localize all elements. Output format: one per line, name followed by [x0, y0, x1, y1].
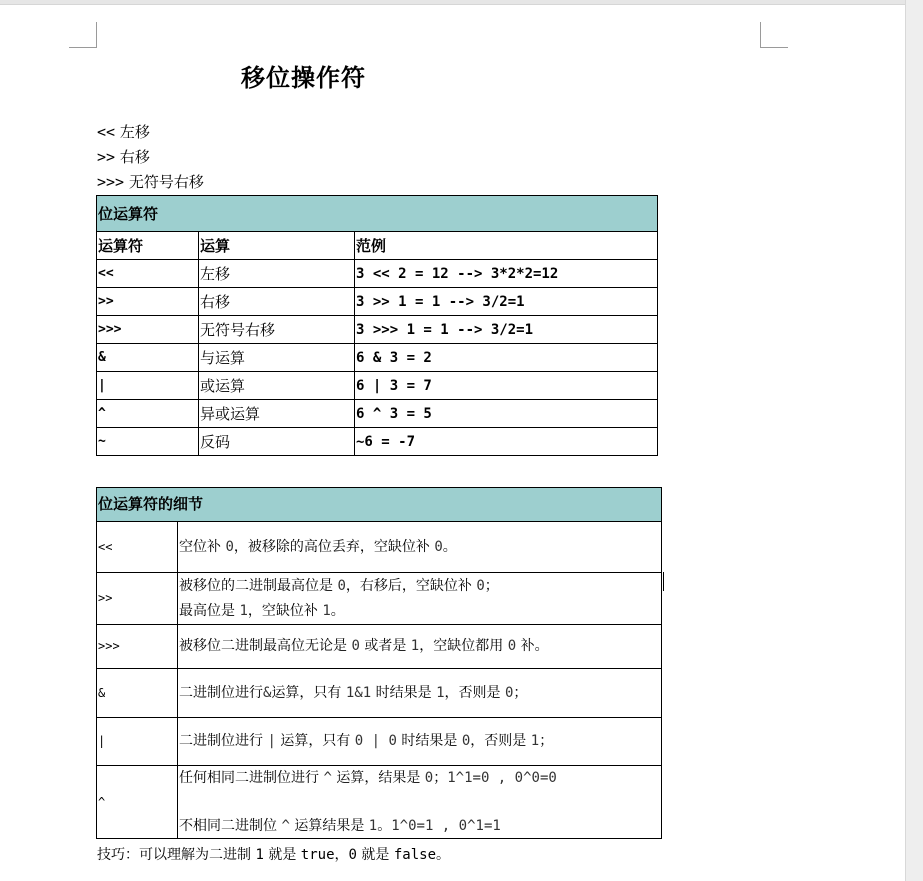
description-cell: 被移位的二进制最高位是 0，右移后，空缺位补 0； 最高位是 1，空缺位补 1。 — [178, 573, 662, 625]
table-row — [97, 718, 662, 766]
symbol-cell: >> — [97, 573, 178, 625]
table-row — [97, 766, 662, 839]
table-row — [97, 372, 658, 400]
symbol-cell: << — [97, 522, 178, 573]
bitwise-details-table — [96, 487, 662, 839]
column-header: 运算 — [199, 232, 355, 260]
example-cell: 3 << 2 = 12 --> 3*2*2=12 — [355, 260, 658, 288]
tip-line: 技巧：可以理解为二进制 1 就是 true，0 就是 false。 — [97, 847, 451, 863]
table-row — [97, 573, 662, 625]
example-cell: 3 >> 1 = 1 --> 3/2=1 — [355, 288, 658, 316]
intro-line-left-shift: << 左移 — [97, 123, 150, 141]
table-row — [97, 400, 658, 428]
operator-cell: | — [97, 372, 199, 400]
table-row — [97, 428, 658, 456]
symbol-cell: >>> — [97, 625, 178, 669]
table-row — [97, 522, 662, 573]
operation-cell: 左移 — [199, 260, 355, 288]
operator-cell: & — [97, 344, 199, 372]
operation-cell: 右移 — [199, 288, 355, 316]
description-cell: 二进制位进行&运算，只有 1&1 时结果是 1，否则是 0； — [178, 669, 662, 718]
page-title: 移位操作符 — [241, 64, 366, 92]
example-cell: 6 & 3 = 2 — [355, 344, 658, 372]
intro-line-unsigned-shift: >>> 无符号右移 — [97, 173, 204, 191]
table-row — [97, 625, 662, 669]
table-row — [97, 669, 662, 718]
intro-line-right-shift: >> 右移 — [97, 148, 150, 166]
table-row — [97, 316, 658, 344]
bitwise-operators-table — [96, 195, 658, 456]
description-cell: 任何相同二进制位进行 ^ 运算，结果是 0；1^1=0 , 0^0=0 不相同二进制位 ^ 运算结果是 1。1^0=1 , 0^1=1 — [178, 766, 662, 839]
symbol-cell: & — [97, 669, 178, 718]
table-row — [97, 288, 658, 316]
table-header: 位运算符 — [97, 196, 658, 232]
operator-cell: ~ — [97, 428, 199, 456]
page-corner-mark-left — [69, 22, 97, 48]
top-border — [0, 0, 905, 5]
operator-cell: >>> — [97, 316, 199, 344]
operation-cell: 与运算 — [199, 344, 355, 372]
column-header: 范例 — [355, 232, 658, 260]
operation-cell: 异或运算 — [199, 400, 355, 428]
symbol-cell: | — [97, 718, 178, 766]
operation-cell: 或运算 — [199, 372, 355, 400]
example-cell: 3 >>> 1 = 1 --> 3/2=1 — [355, 316, 658, 344]
operator-cell: ^ — [97, 400, 199, 428]
example-cell: 6 | 3 = 7 — [355, 372, 658, 400]
example-cell: ~6 = -7 — [355, 428, 658, 456]
description-cell: 被移位二进制最高位无论是 0 或者是 1，空缺位都用 0 补。 — [178, 625, 662, 669]
symbol-cell: ^ — [97, 766, 178, 839]
operator-cell: << — [97, 260, 199, 288]
text-cursor — [663, 572, 664, 591]
vertical-scrollbar[interactable] — [905, 0, 923, 881]
example-cell: 6 ^ 3 = 5 — [355, 400, 658, 428]
description-cell: 空位补 0，被移除的高位丢弃，空缺位补 0。 — [178, 522, 662, 573]
table-row — [97, 344, 658, 372]
description-cell: 二进制位进行 | 运算，只有 0 | 0 时结果是 0，否则是 1； — [178, 718, 662, 766]
table-header: 位运算符的细节 — [97, 488, 662, 522]
operation-cell: 无符号右移 — [199, 316, 355, 344]
column-header: 运算符 — [97, 232, 199, 260]
operation-cell: 反码 — [199, 428, 355, 456]
table-row — [97, 260, 658, 288]
page-corner-mark-right — [760, 22, 788, 48]
operator-cell: >> — [97, 288, 199, 316]
